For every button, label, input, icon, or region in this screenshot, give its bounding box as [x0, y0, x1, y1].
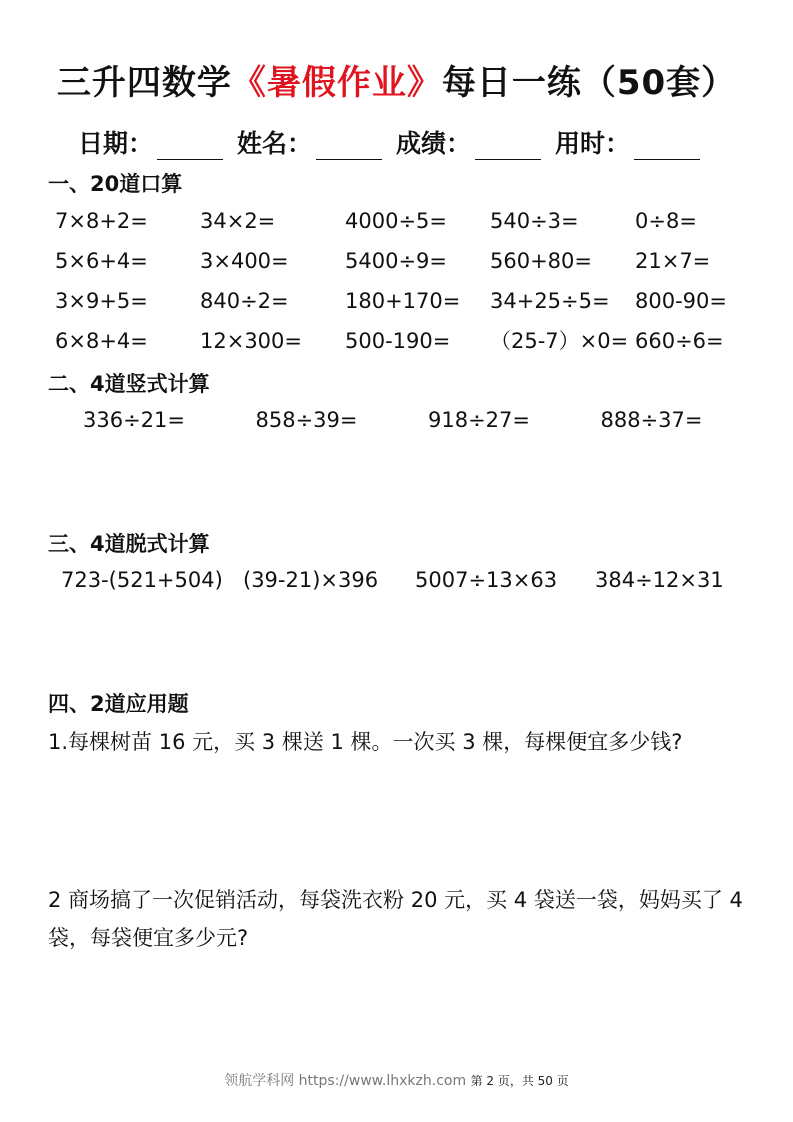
info-name — [237, 124, 382, 160]
footer — [0, 1070, 793, 1090]
oral-item: 3×400= — [200, 249, 289, 273]
info-name-label: 姓名： — [237, 129, 313, 158]
section-heading-word: 四、2道应用题 — [48, 692, 189, 716]
title-part-3: 每日一练（50套） — [441, 63, 737, 103]
footer-page: 第 2 页，共 50 页 — [470, 1074, 569, 1088]
oral-item: 0÷8= — [635, 209, 697, 233]
stepwise-item: 384÷12×31 — [595, 568, 724, 592]
oral-item: 500-190= — [345, 329, 451, 353]
info-date-label: 日期： — [78, 129, 154, 158]
section-heading-oral: 一、20道口算 — [48, 172, 183, 196]
page-title — [0, 55, 793, 104]
stepwise-item: 5007÷13×63 — [415, 568, 558, 592]
oral-item: 660÷6= — [635, 329, 724, 353]
stepwise-item: (39-21)×396 — [243, 568, 379, 592]
stepwise-item: 723-(521+504) — [61, 568, 223, 592]
oral-item: 5400÷9= — [345, 249, 447, 273]
oral-item: 560+80= — [490, 249, 592, 273]
oral-item: 4000÷5= — [345, 209, 447, 233]
section-heading-stepwise: 三、4道脱式计算 — [48, 532, 210, 556]
word-problem-1: 1.每棵树苗 16 元，买 3 棵送 1 棵。一次买 3 棵，每棵便宜多少钱? — [48, 730, 683, 754]
oral-item: 12×300= — [200, 329, 302, 353]
info-time-label: 用时： — [555, 129, 631, 158]
oral-calc-grid — [55, 205, 775, 365]
stepwise-calc-row — [61, 564, 781, 596]
info-date — [78, 124, 223, 160]
oral-item: 540÷3= — [490, 209, 579, 233]
name-blank[interactable] — [316, 135, 382, 160]
title-part-2: 《暑假作业》 — [231, 63, 442, 103]
oral-item: 6×8+4= — [55, 329, 148, 353]
oral-item: 5×6+4= — [55, 249, 148, 273]
vertical-calc-row — [83, 404, 773, 436]
oral-item: 34×2= — [200, 209, 276, 233]
date-blank[interactable] — [157, 135, 223, 160]
score-blank[interactable] — [475, 135, 541, 160]
oral-item: 34+25÷5= — [490, 289, 610, 313]
footer-site: 领航学科网 https://www.lhxkzh.com — [224, 1073, 467, 1089]
oral-item: 840÷2= — [200, 289, 289, 313]
info-score-label: 成绩： — [396, 129, 472, 158]
vertical-item: 888÷37= — [600, 408, 703, 432]
vertical-item: 858÷39= — [255, 408, 358, 432]
info-line — [78, 124, 714, 160]
vertical-item: 918÷27= — [428, 408, 530, 432]
vertical-item: 336÷21= — [83, 408, 185, 432]
word-problem-2: 2 商场搞了一次促销活动，每袋洗衣粉 20 元，买 4 袋送一袋，妈妈买了 4 袋，每袋便宜多少元? — [48, 888, 743, 950]
oral-item: 180+170= — [345, 289, 461, 313]
oral-item: 7×8+2= — [55, 209, 148, 233]
oral-item: （25-7）×0= — [490, 329, 629, 353]
info-time — [555, 124, 700, 160]
info-score — [396, 124, 541, 160]
section-heading-vertical: 二、4道竖式计算 — [48, 372, 210, 396]
oral-item: 800-90= — [635, 289, 727, 313]
oral-item: 21×7= — [635, 249, 711, 273]
oral-item: 3×9+5= — [55, 289, 148, 313]
title-part-1: 三升四数学 — [56, 63, 232, 103]
time-blank[interactable] — [634, 135, 700, 160]
